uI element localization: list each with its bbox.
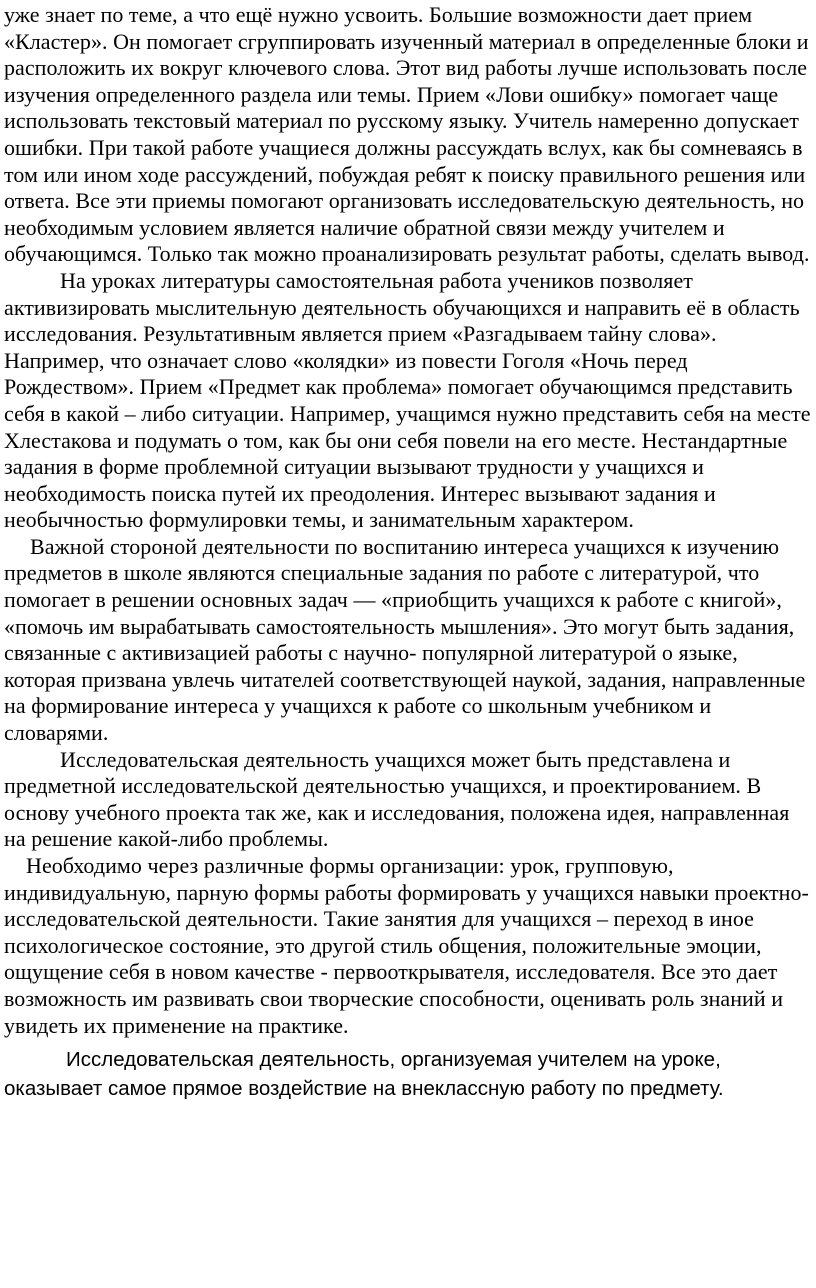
paragraph-closing: Исследовательская деятельность, организуемая учителем на уроке, оказывает самое прямое воздействие на внеклассную работу по предмету.	[4, 1048, 724, 1101]
paragraph-interest-education: Важной стороной деятельности по воспитанию интереса учащихся к изучению предметов в школе являются специальные задания по работе с литературой, что помогает в решении основных задач — «приобщить учащихся к работе с книгой», «помочь им вырабатывать самостоятельность мышления». Это могут быть задания, связанные с активизацией работы с научно- популярной литературой о языке, которая призвана увлечь читателей соответствующей наукой, задания, направленные на формирование интереса у учащихся к работе со школьным учебником и словарями.	[4, 533, 806, 746]
paragraph-research-activity: Исследовательская деятельность учащихся может быть представлена и предметной исследовательской деятельностью учащихся, и проектированием. В основу учебного проекта так же, как и исследования, положена идея, направленная на решение какой-либо проблемы.	[4, 746, 790, 852]
paragraph-forms-of-organization: Необходимо через различные формы организации: урок, групповую, индивидуальную, парную формы работы формировать у учащихся навыки проектно-исследовательской деятельности. Такие занятия для учащихся – переход в иное психологическое состояние, это другой стиль общения, положительные эмоции, ощущение себя в новом качестве - первооткрывателя, исследователя. Все это дает возможность им развивать свои творческие способности, оценивать роль знаний и увидеть их применение на практике.	[4, 853, 809, 1038]
document-body	[4, 2, 814, 1039]
closing-block	[4, 1045, 814, 1103]
paragraph-literature-lessons: На уроках литературы самостоятельная работа учеников позволяет активизировать мыслительную деятельность обучающихся и направить её в область исследования. Результативным является прием «Разгадываем тайну слова». Например, что означает слово «колядки» из повести Гоголя «Ночь перед Рождеством». Прием «Предмет как проблема» помогает обучающимся представить себя в какой – либо ситуации. Например, учащимся нужно представить себя на месте Хлестакова и подумать о том, как бы они себя повели на его месте. Нестандартные задания в форме проблемной ситуации вызывают трудности у учащихся и необходимость поиска путей их преодоления. Интерес вызывают задания и необычностью формулировки темы, и занимательным характером.	[4, 267, 811, 533]
paragraph-cluster-technique: уже знает по теме, а что ещё нужно усвоить. Большие возможности дает прием «Кластер». Он помогает сгруппировать изученный материал в определенные блоки и расположить их вокруг ключевого слова. Этот вид работы лучше использовать после изучения определенного раздела или темы. Прием «Лови ошибку» помогает чаще использовать текстовый материал по русскому языку. Учитель намеренно допускает ошибки. При такой работе учащиеся должны рассуждать вслух, как бы сомневаясь в том или ином ходе рассуждений, побуждая ребят к поиску правильного решения или ответа. Все эти приемы помогают организовать исследовательскую деятельность, но необходимым условием является наличие обратной связи между учителем и обучающимся. Только так можно проанализировать результат работы, сделать вывод.	[4, 2, 810, 267]
